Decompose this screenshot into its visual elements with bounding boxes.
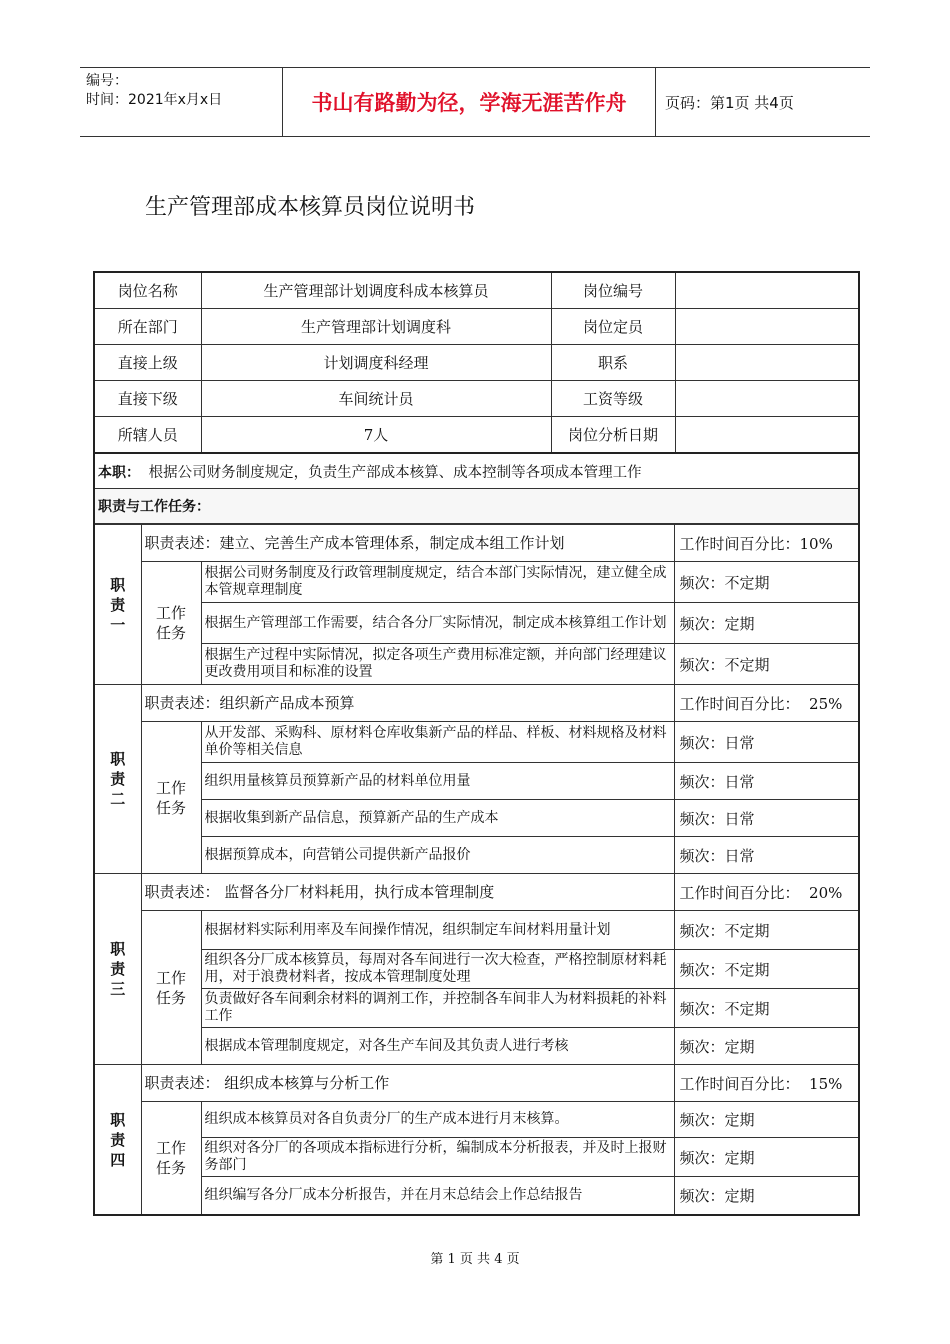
duty-time-pct: 工作时间百分比： 15% <box>674 1065 859 1102</box>
task-group-label-text: 工作任务 <box>155 604 186 642</box>
info-label: 岗位编号 <box>551 272 675 309</box>
task-group-label <box>141 911 201 1065</box>
info-value <box>675 381 859 417</box>
task-group-label <box>141 1102 201 1216</box>
task-frequency: 频次：定期 <box>674 1177 859 1216</box>
info-row <box>94 309 859 345</box>
duties-table <box>93 524 860 1216</box>
task-frequency: 频次：定期 <box>674 1028 859 1065</box>
info-value <box>675 309 859 345</box>
header-meta <box>80 68 283 136</box>
duty-time-pct: 工作时间百分比： 20% <box>674 874 859 911</box>
info-row <box>94 272 859 309</box>
info-value: 生产管理部计划调度科 <box>201 309 551 345</box>
info-row <box>94 381 859 417</box>
task-text: 根据收集到新产品信息，预算新产品的生产成本 <box>201 800 674 837</box>
task-text: 根据公司财务制度及行政管理制度规定，结合本部门实际情况，建立健全成本管规章理制度 <box>201 562 674 603</box>
task-group-label-text: 工作任务 <box>155 968 186 1007</box>
task-frequency: 频次：不定期 <box>674 950 859 989</box>
duty-time-pct: 工作时间百分比： 25% <box>674 685 859 722</box>
header-motto: 书山有路勤为径，学海无涯苦作舟 <box>283 68 656 136</box>
duty-name-text: 职责三 <box>110 940 126 998</box>
duty-desc-row <box>94 525 859 562</box>
task-text: 根据材料实际利用率及车间操作情况，组织制定车间材料用量计划 <box>201 911 674 950</box>
info-value: 计划调度科经理 <box>201 345 551 381</box>
time-label: 时间：2021年x月x日 <box>86 92 223 108</box>
task-group-label-text: 工作任务 <box>155 1139 186 1177</box>
duties-label-row <box>94 489 859 524</box>
duty-desc: 职责表述：组织新产品成本预算 <box>141 685 674 722</box>
task-row <box>94 603 859 644</box>
task-frequency: 频次：不定期 <box>674 644 859 685</box>
task-row <box>94 562 859 603</box>
duty-name <box>94 525 141 685</box>
page-title: 生产管理部成本核算员岗位说明书 <box>145 195 476 220</box>
task-text: 根据预算成本，向营销公司提供新产品报价 <box>201 837 674 874</box>
task-text: 从开发部、采购科、原材料仓库收集新产品的样品、样板、材料规格及材料单价等相关信息 <box>201 722 674 763</box>
task-text: 组织对各分厂的各项成本指标进行分析，编制成本分析报表，并及时上报财务部门 <box>201 1138 674 1177</box>
task-row <box>94 911 859 950</box>
task-row <box>94 1177 859 1216</box>
duty-name-text: 职责二 <box>110 750 126 808</box>
duty-desc-row <box>94 1065 859 1102</box>
task-row <box>94 989 859 1028</box>
task-frequency: 频次：定期 <box>674 603 859 644</box>
info-value <box>675 345 859 381</box>
task-text: 组织编写各分厂成本分析报告，并在月末总结会上作总结报告 <box>201 1177 674 1216</box>
task-frequency: 频次：日常 <box>674 800 859 837</box>
task-row <box>94 837 859 874</box>
task-row <box>94 1138 859 1177</box>
duty-name <box>94 685 141 874</box>
info-value <box>675 417 859 454</box>
task-row <box>94 800 859 837</box>
duty-desc: 职责表述：建立、完善生产成本管理体系，制定成本组工作计划 <box>141 525 674 562</box>
info-value: 车间统计员 <box>201 381 551 417</box>
task-frequency: 频次：不定期 <box>674 989 859 1028</box>
benzhi-cell <box>94 453 859 489</box>
task-text: 根据生产过程中实际情况，拟定各项生产费用标准定额，并向部门经理建议更改费用项目和标准的设置 <box>201 644 674 685</box>
task-frequency: 频次：日常 <box>674 837 859 874</box>
task-row <box>94 1028 859 1065</box>
task-row <box>94 950 859 989</box>
page-footer: 第 1 页 共 4 页 <box>430 1252 520 1267</box>
task-row <box>94 722 859 763</box>
task-text: 根据生产管理部工作需要，结合各分厂实际情况，制定成本核算组工作计划 <box>201 603 674 644</box>
task-text: 根据成本管理制度规定，对各生产车间及其负责人进行考核 <box>201 1028 674 1065</box>
duty-name-text: 职责一 <box>110 575 126 634</box>
task-text: 负责做好各车间剩余材料的调剂工作，并控制各车间非人为材料损耗的补料工作 <box>201 989 674 1028</box>
task-frequency: 频次：定期 <box>674 1102 859 1138</box>
duty-desc: 职责表述： 监督各分厂材料耗用，执行成本管理制度 <box>141 874 674 911</box>
info-label: 岗位定员 <box>551 309 675 345</box>
task-group-label-text: 工作任务 <box>155 778 186 817</box>
task-text: 组织用量核算员预算新产品的材料单位用量 <box>201 763 674 800</box>
task-frequency: 频次：日常 <box>674 722 859 763</box>
info-label: 直接上级 <box>94 345 201 381</box>
task-group-label <box>141 562 201 685</box>
task-row <box>94 1102 859 1138</box>
duties-label: 职责与工作任务： <box>98 499 210 515</box>
header-page-info: 页码：第1页 共4页 <box>665 93 794 112</box>
info-label: 岗位名称 <box>94 272 201 309</box>
benzhi-text: 根据公司财务制度规定，负责生产部成本核算、成本控制等各项成本管理工作 <box>148 464 642 481</box>
task-text: 组织各分厂成本核算员，每周对各车间进行一次大检查，严格控制原材料耗用，对于浪费材料者，按成本管理制度处理 <box>201 950 674 989</box>
task-group-label <box>141 722 201 874</box>
duty-name <box>94 1065 141 1216</box>
duties-label-cell <box>94 489 859 524</box>
page-header <box>80 67 870 137</box>
info-label: 所在部门 <box>94 309 201 345</box>
task-text: 组织成本核算员对各自负责分厂的生产成本进行月末核算。 <box>201 1102 674 1138</box>
task-frequency: 频次：不定期 <box>674 911 859 950</box>
number-label: 编号： <box>86 73 128 89</box>
duty-time-pct: 工作时间百分比：10% <box>674 525 859 562</box>
task-row <box>94 644 859 685</box>
info-value: 7人 <box>201 417 551 454</box>
job-info-table <box>93 271 860 454</box>
duty-desc: 职责表述： 组织成本核算与分析工作 <box>141 1065 674 1102</box>
info-label: 工资等级 <box>551 381 675 417</box>
benzhi-row <box>94 453 859 489</box>
duty-desc-row <box>94 874 859 911</box>
info-row <box>94 417 859 454</box>
task-frequency: 频次：不定期 <box>674 562 859 603</box>
task-frequency: 频次：日常 <box>674 763 859 800</box>
task-frequency: 频次：定期 <box>674 1138 859 1177</box>
task-row <box>94 763 859 800</box>
duty-name-text: 职责四 <box>110 1110 126 1169</box>
duty-name <box>94 874 141 1065</box>
info-label: 职系 <box>551 345 675 381</box>
benzhi-label: 本职： <box>98 464 140 481</box>
info-label: 所辖人员 <box>94 417 201 454</box>
info-value <box>675 272 859 309</box>
duty-desc-row <box>94 685 859 722</box>
info-label: 直接下级 <box>94 381 201 417</box>
info-label: 岗位分析日期 <box>551 417 675 454</box>
info-row <box>94 345 859 381</box>
duty-summary-table <box>93 452 860 524</box>
info-value: 生产管理部计划调度科成本核算员 <box>201 272 551 309</box>
